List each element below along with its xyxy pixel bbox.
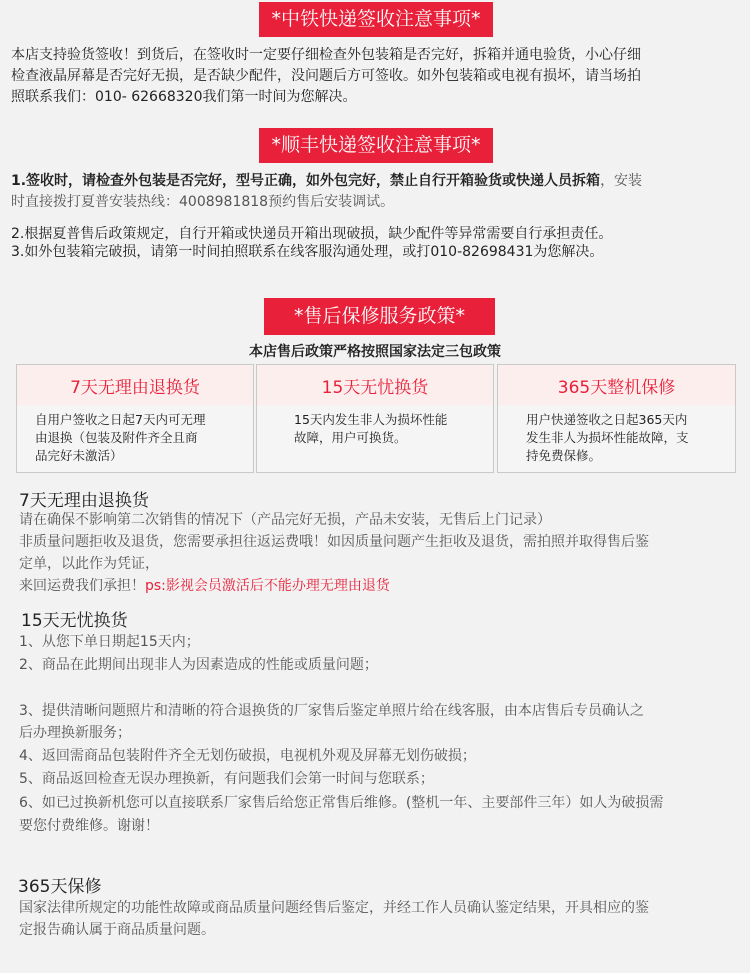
policy-box-15day-title: 15天无忧换货 (321, 378, 429, 398)
year-warranty-heading: 365天保修 (18, 877, 102, 897)
seven-day-line-4: 来回运费我们承担！ps:影视会员激活后不能办理无理由退货 (19, 578, 390, 594)
fifteen-day-item-1: 1、从您下单日期起15天内； (19, 634, 200, 650)
shunfeng-item-1-line-2: 时直接拨打夏普安装热线：4008981818预约售后安装调试。 (11, 194, 395, 210)
policy-box-365day (497, 364, 736, 473)
fifteen-day-item-3-cont: 后办理换新服务； (19, 725, 131, 741)
shunfeng-item-1-rest: ，安装 (600, 173, 643, 189)
fifteen-day-item-6-cont: 要您付费维修。谢谢！ (19, 818, 159, 834)
year-warranty-line-2: 定报告确认属于商品质量问题。 (19, 922, 215, 938)
policy-box-7day-text: 自用户签收之日起7天内可无理 由退换（包装及附件齐全且商 品完好未激活） (35, 412, 206, 463)
seven-day-ps-note: ps:影视会员激活后不能办理无理由退货 (145, 578, 390, 594)
policy-box-15day (256, 364, 494, 473)
aftersale-banner: *售后保修服务政策* (264, 298, 495, 335)
fifteen-day-item-3: 3、提供清晰问题照片和清晰的符合退换货的厂家售后鉴定单照片给在线客服，由本店售后专员确认之 (19, 703, 644, 719)
seven-day-line-1: 请在确保不影响第二次销售的情况下（产品完好无损，产品未安装，无售后上门记录） (19, 512, 551, 528)
seven-day-heading: 7天无理由退换货 (19, 491, 149, 511)
policy-box-365day-title: 365天整机保修 (557, 378, 676, 398)
policy-box-365day-text: 用户快递签收之日起365天内 发生非人为损坏性能故障，支 持免费保修。 (526, 412, 689, 463)
zhongtie-line-1: 本店支持验货签收！到货后，在签收时一定要仔细检查外包装箱是否完好，拆箱并通电验货，小心仔细 (11, 47, 641, 63)
policy-box-15day-text: 15天内发生非人为损坏性能 故障，用户可换货。 (294, 412, 448, 445)
year-warranty-line-1: 国家法律所规定的功能性故障或商品质量问题经售后鉴定，并经工作人员确认鉴定结果，开具相应的鉴 (19, 900, 649, 916)
fifteen-day-item-4: 4、返回需商品包装附件齐全无划伤破损，电视机外观及屏幕无划伤破损； (19, 748, 476, 764)
shunfeng-item-1 (11, 171, 642, 192)
seven-day-line-2: 非质量问题拒收及退货，您需要承担往返运费哦！如因质量问题产生拒收及退货，需拍照并取得售后鉴 (19, 534, 649, 550)
policy-box-7day (16, 364, 254, 473)
zhongtie-banner: *中铁快递签收注意事项* (259, 2, 493, 37)
shunfeng-banner: *顺丰快递签收注意事项* (259, 128, 493, 163)
fifteen-day-item-2: 2、商品在此期间出现非人为因素造成的性能或质量问题； (19, 657, 378, 673)
zhongtie-line-3: 照联系我们：010- 62668320我们第一时间为您解决。 (11, 89, 357, 105)
policy-box-7day-title: 7天无理由退换货 (70, 378, 200, 398)
shunfeng-item-1-bold: 1.签收时，请检查外包装是否完好，型号正确，如外包完好，禁止自行开箱验货或快递人员拆箱 (11, 173, 601, 189)
shunfeng-item-3: 3.如外包装箱完破损，请第一时间拍照联系在线客服沟通处理，或打010-82698431为您解决。 (11, 244, 604, 260)
zhongtie-line-2: 检查液晶屏幕是否完好无损，是否缺少配件，没问题后方可签收。如外包装箱或电视有损坏，请当场拍 (11, 68, 641, 84)
fifteen-day-item-5: 5、商品返回检查无误办理换新，有问题我们会第一时间与您联系； (19, 771, 434, 787)
shunfeng-item-2: 2.根据夏普售后政策规定，自行开箱或快递员开箱出现破损，缺少配件等异常需要自行承担责任。 (11, 226, 613, 242)
fifteen-day-heading: 15天无忧换货 (21, 611, 128, 631)
seven-day-line-3: 定单，以此作为凭证， (19, 556, 159, 572)
aftersale-subtitle: 本店售后政策严格按照国家法定三包政策 (249, 344, 501, 360)
fifteen-day-item-6: 6、如已过换新机您可以直接联系厂家售后给您正常售后维修。(整机一年、主要部件三年）如人为破损需 (19, 795, 664, 811)
